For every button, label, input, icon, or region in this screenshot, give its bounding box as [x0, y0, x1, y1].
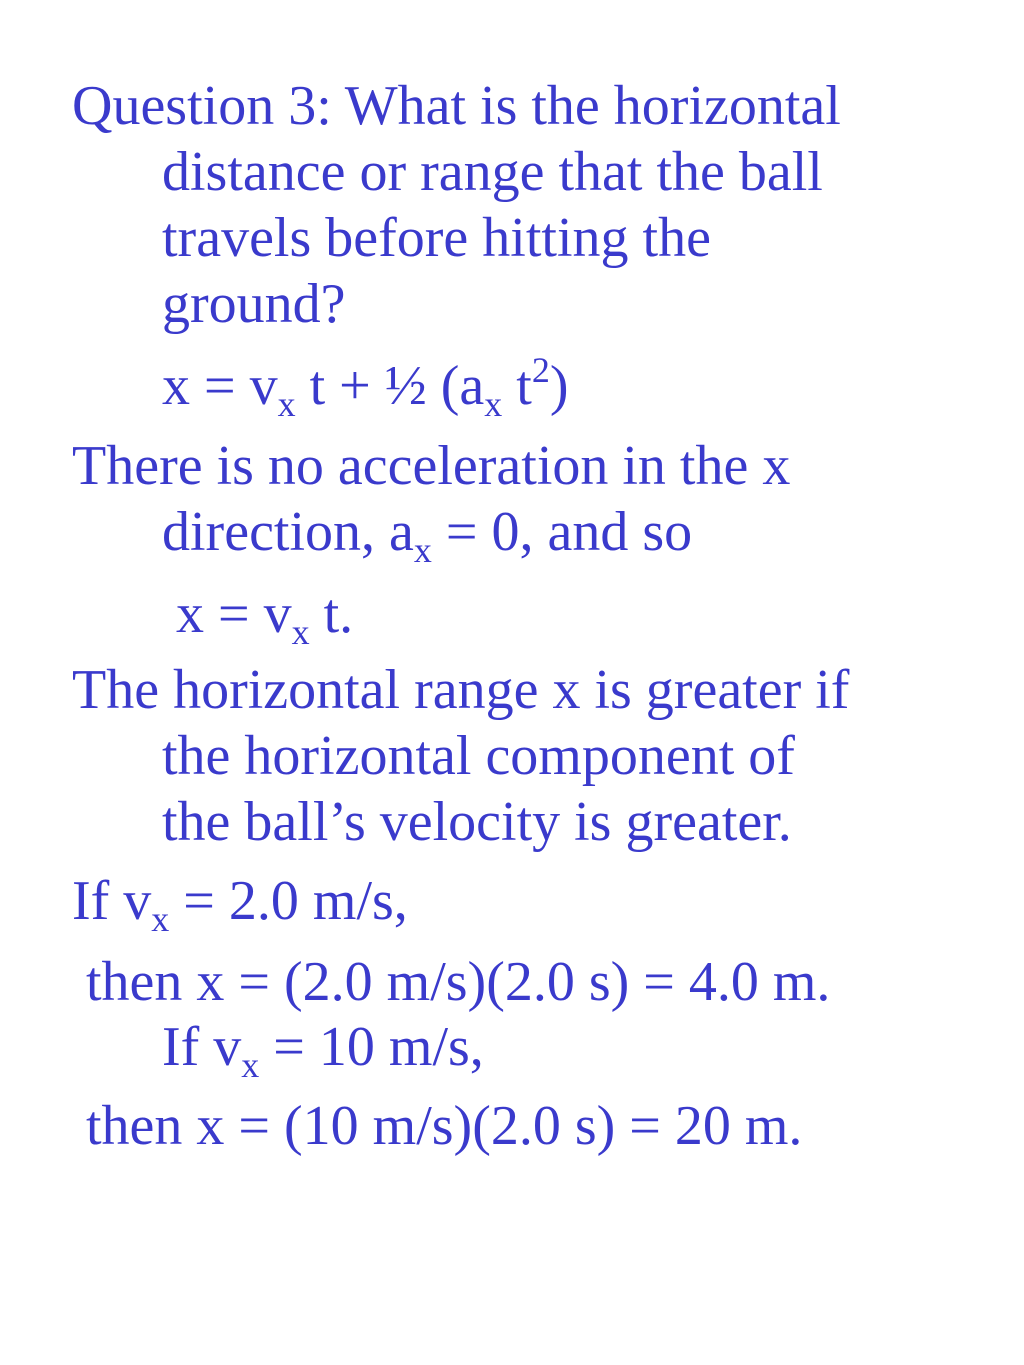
case-2-if: [162, 1015, 484, 1085]
case-2-if-part-2: = 10 m/s,: [259, 1016, 484, 1078]
case-1-then: then x = (2.0 m/s)(2.0 s) = 4.0 m.: [86, 951, 831, 1013]
case-1-if-sub: x: [151, 899, 170, 939]
case-2-if-sub: x: [241, 1045, 260, 1085]
question-line-3: travels before hitting the: [162, 207, 711, 269]
formula-general-sub-2: x: [484, 384, 503, 424]
no-accel-line-2: [162, 500, 693, 570]
case-1-if-part-1: If v: [72, 870, 152, 932]
formula-simplified-sub: x: [291, 612, 310, 652]
no-accel-sub: x: [413, 530, 432, 570]
range-line-2: the horizontal component of: [162, 725, 795, 787]
case-1-if: [72, 869, 408, 939]
formula-simplified-part-2: t.: [309, 583, 354, 645]
formula-general-sup: 2: [531, 350, 550, 390]
formula-general-part-2: t + ½ (a: [295, 355, 485, 417]
formula-simplified: [176, 582, 354, 652]
range-line-3: the ball’s velocity is greater.: [162, 791, 792, 853]
no-accel-line-1: There is no acceleration in the x: [72, 435, 791, 497]
formula-general-part-3: t: [502, 355, 532, 417]
formula-general-part-1: x = v: [162, 355, 278, 417]
range-line-1: The horizontal range x is greater if: [72, 659, 850, 721]
case-2-then: then x = (10 m/s)(2.0 s) = 20 m.: [86, 1095, 803, 1157]
case-1-if-part-2: = 2.0 m/s,: [169, 870, 408, 932]
formula-general-sub-1: x: [277, 384, 296, 424]
case-2-if-part-1: If v: [162, 1016, 242, 1078]
formula-general-part-4: ): [549, 355, 569, 417]
question-line-1: Question 3: What is the horizontal: [72, 75, 841, 137]
question-line-2: distance or range that the ball: [162, 141, 823, 203]
formula-simplified-part-1: x = v: [176, 583, 292, 645]
question-line-4: ground?: [162, 273, 346, 335]
no-accel-part-1: direction, a: [162, 501, 414, 563]
no-accel-part-2: = 0, and so: [431, 501, 693, 563]
formula-general: [162, 350, 569, 424]
